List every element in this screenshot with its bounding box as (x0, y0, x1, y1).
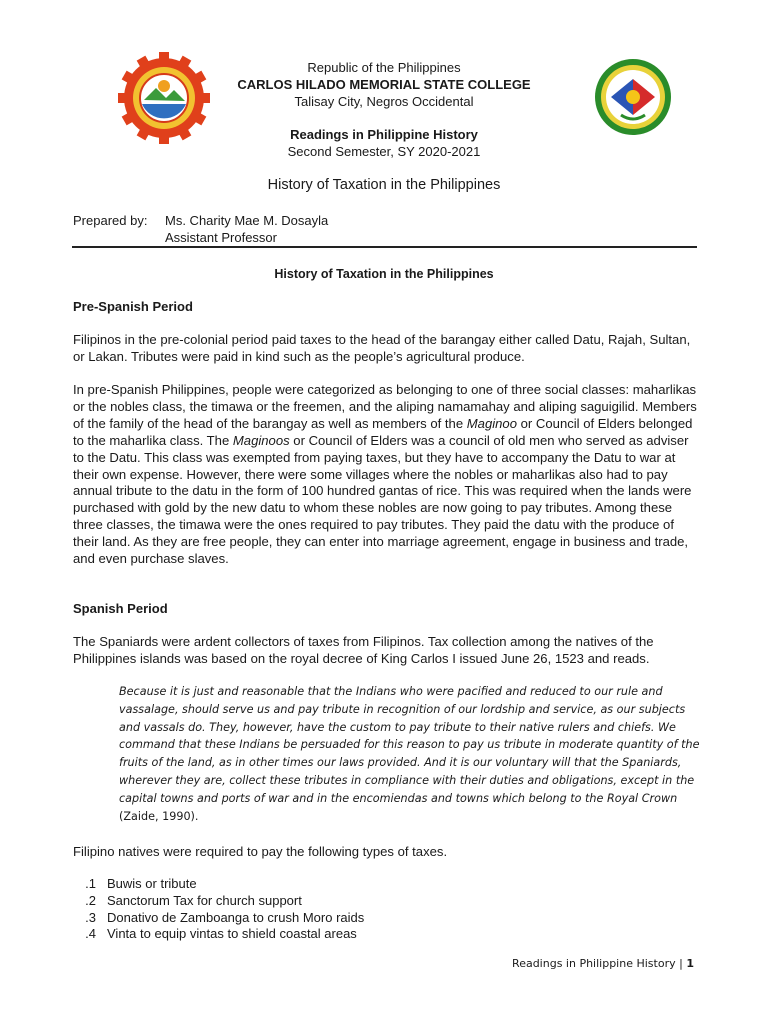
author-name: Ms. Charity Mae M. Dosayla (165, 213, 329, 228)
pre-spanish-paragraph-1: Filipinos in the pre-colonial period paid taxes to the head of the barangay either called Datu, Rajah, Sultan, or Lakan. Tributes were paid in kind such as the people’s agricultural produce. (73, 332, 691, 364)
pre-spanish-p2-text-c: or Council of Elders was a council of old men who served as adviser to the Datu. This class was exempted from paying taxes, but they have to accompany the Datu to war at their own expense. However, there were some villages where the nobles or maharlikas also had to pay annual tribute to the datu in the form of 100 hundred gantas of rice. This was required when the lands were purchased with gold by the new datu to whom these nobles are now going to pay tributes. Among these three classes, the timawa were the ones required to pay tributes. They paid the datu with the produce of their land. As they are free people, they can enter into marriage agreement, engage in business and trade, and even purchase slaves. (73, 432, 692, 567)
spanish-paragraph-2: Filipino natives were required to pay the following types of taxes. (73, 844, 448, 859)
author-role: Assistant Professor (165, 230, 277, 245)
document-title: History of Taxation in the Philippines (267, 177, 501, 193)
footer-separator: | (679, 957, 683, 970)
list-item: 2. Sanctorum Tax for church support (85, 892, 302, 908)
list-item: 1. Buwis or tribute (85, 876, 197, 891)
maginoos-term: Maginoos (232, 432, 290, 448)
prepared-by-label: Prepared by: (73, 213, 148, 228)
page-number: 1 (686, 957, 694, 970)
section-heading: History of Taxation in the Philippines (274, 267, 494, 281)
page-footer (512, 957, 694, 970)
pre-spanish-p2-text-b: or Council of Elders belonged to the maharlika class. The (73, 415, 693, 448)
footer-course: Readings in Philippine History (512, 957, 676, 970)
tax-types-list (73, 876, 364, 943)
spanish-paragraph-1: The Spaniards were ardent collectors of taxes from Filipinos. Tax collection among the natives of the Philippines islands was based on the royal decree of King Carlos I issued June 26, 1523 and reads. (73, 634, 654, 666)
list-item: 4. Vinta to equip vintas to shield coastal areas (85, 926, 357, 942)
list-item: 3. Donativo de Zamboanga to crush Moro raids (85, 909, 365, 925)
royal-decree-quote (119, 683, 704, 825)
pre-spanish-p2-text-a: In pre-Spanish Philippines, people were categorized as belonging to one of three social classes: maharlikas or the nobles class, the timawa or the freemen, and the aliping namamahay and aliping saguigilid. Members of the family of the head of the barangay as well as members of the (73, 382, 697, 431)
maginoo-term: Maginoo (466, 415, 517, 431)
list-item-text: Sanctorum Tax for church support (107, 892, 302, 908)
spanish-period-title: Spanish Period (73, 601, 168, 616)
pre-spanish-title: Pre-Spanish Period (73, 299, 193, 314)
list-item-text: Buwis or tribute (107, 876, 197, 891)
quote-citation: (Zaide, 1990). (119, 809, 199, 823)
header-country: Republic of the Philippines (307, 60, 461, 75)
header-college-name: CARLOS HILADO MEMORIAL STATE COLLEGE (237, 77, 531, 92)
header-course: Readings in Philippine History (290, 127, 478, 142)
header-semester: Second Semester, SY 2020-2021 (287, 144, 481, 159)
pre-spanish-paragraph-2 (73, 382, 701, 568)
quote-text: Because it is just and reasonable that the Indians who were pacified and reduced to our rule and vassalage, should serve us and pay tribute in recognition of our lordship and service, as our subjects and vassals do. They, however, have the custom to pay tribute to their native rulers and chiefs. We command that these Indians be persuaded for this reason to pay us tribute in moderate quantity of the fruits of the land, as in other times our laws provided. And it is our voluntary will that the Spaniards, wherever they are, collect these tributes in compliance with their duties and obligations, except in the capital towns and ports of war and in the encomiendas and towns which belong to the Royal Crown (119, 685, 700, 805)
header-location: Talisay City, Negros Occidental (294, 94, 474, 109)
list-item-text: Vinta to equip vintas to shield coastal areas (107, 926, 357, 942)
header-divider (72, 246, 697, 248)
list-item-text: Donativo de Zamboanga to crush Moro raids (107, 909, 365, 925)
